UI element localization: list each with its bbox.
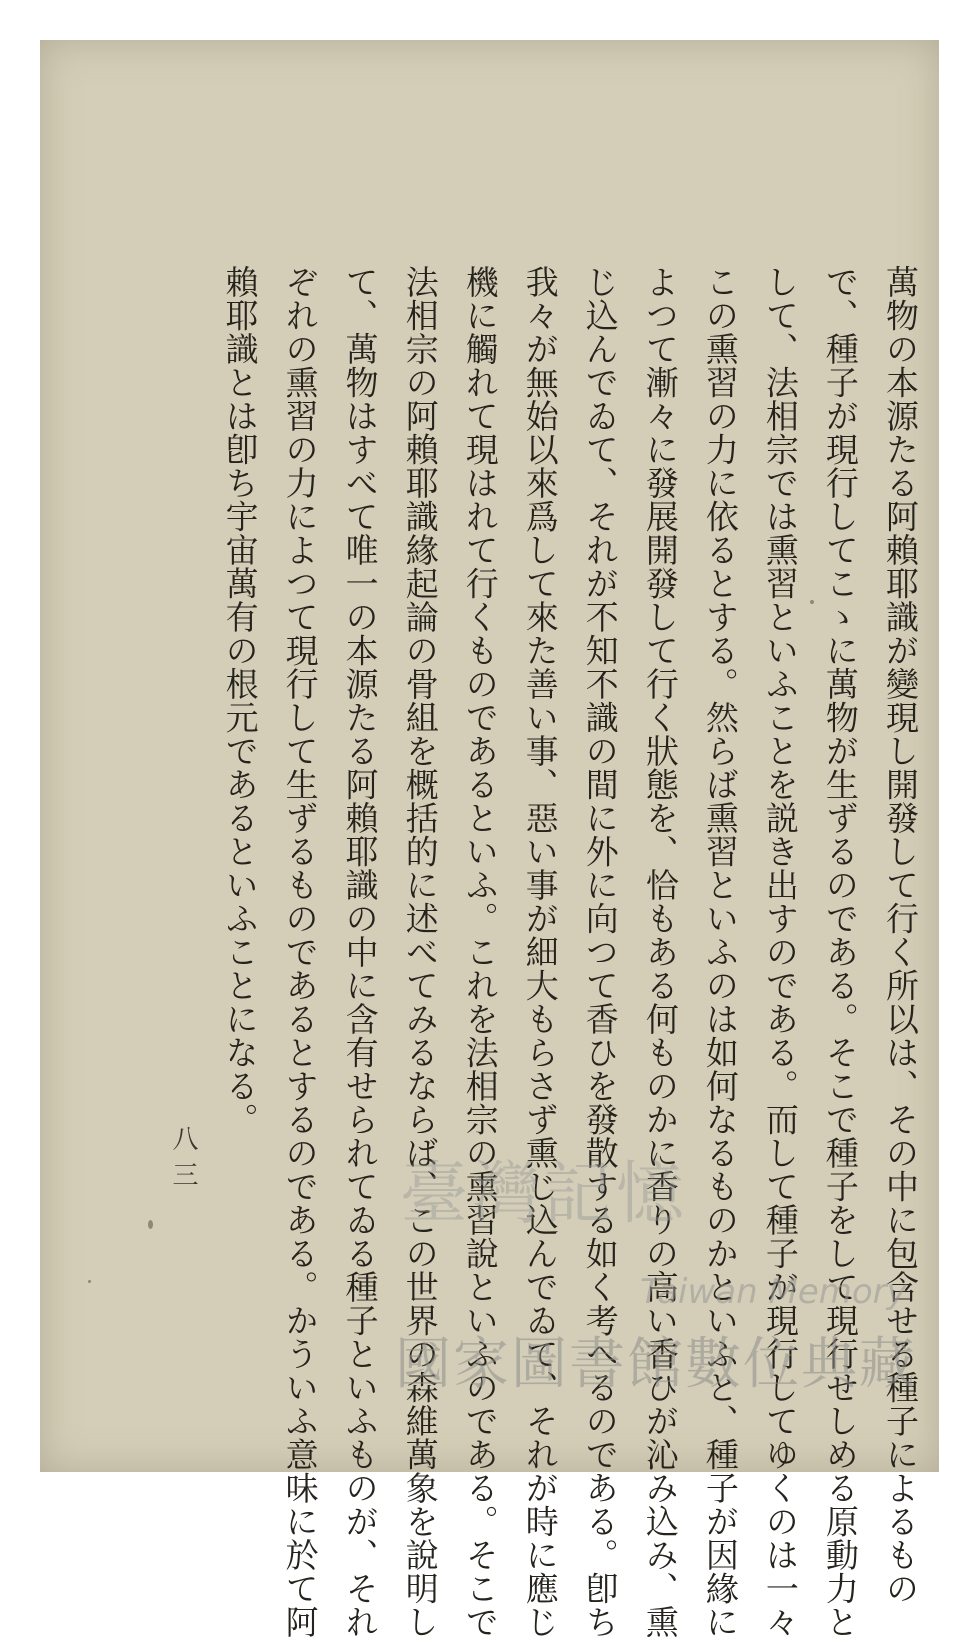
text-column: して、法相宗では熏習といふことを説き出すのである。而して種子が現行してゆくのは一々	[760, 265, 800, 1639]
paper-speck	[88, 1280, 91, 1283]
body-text	[220, 265, 920, 1639]
text-column: 萬物の本源たる阿賴耶識が變現し開發して行く所以は、その中に包含せる種子によるもの	[880, 265, 920, 1605]
text-column: よつて漸々に發展開發して行く狀態を、恰もある何ものかに香りの高い香ひが沁み込み、熏	[640, 265, 680, 1639]
text-column: じ込んでゐて、それが不知不識の間に外に向つて香ひを發散する如く考へるのである。卽ち	[580, 265, 620, 1639]
text-column: 法相宗の阿賴耶識緣起論の骨組を概括的に述べてみるならば、この世界の森維萬象を說明し	[400, 265, 440, 1639]
text-column: 賴耶識とは卽ち宇宙萬有の根元であるといふことになる。	[220, 265, 260, 1136]
page-number: 八三	[168, 1125, 198, 1197]
watermark-logo-script: 臺灣記憶	[400, 1155, 689, 1234]
watermark-chinese: 國家圖書館數位典藏	[395, 1332, 917, 1397]
watermark-english: Taiwan Memory	[640, 1272, 907, 1312]
text-column: て、萬物はすべて唯一の本源たる阿賴耶識の中に含有せられてゐる種子といふものが、それ	[340, 265, 380, 1639]
paper-speck	[148, 1220, 153, 1229]
text-column: 機に觸れて現はれて行くものであるといふ。これを法相宗の熏習說といふのである。そこで	[460, 265, 500, 1639]
text-column: で、種子が現行してこゝに萬物が生ずるのである。そこで種子をして現行せしめる原動力と	[820, 265, 860, 1639]
text-column: ぞれの熏習の力によつて現行して生ずるものであるとするのである。かういふ意味に於て阿	[280, 265, 320, 1639]
book-page	[40, 40, 939, 1639]
text-column: この熏習の力に依るとする。然らば熏習といふのは如何なるものかといふと、種子が因緣に	[700, 265, 740, 1639]
text-column: 我々が無始以來爲して來た善い事、惡い事が細大もらさず熏じ込んでゐて、それが時に應じ	[520, 265, 560, 1639]
